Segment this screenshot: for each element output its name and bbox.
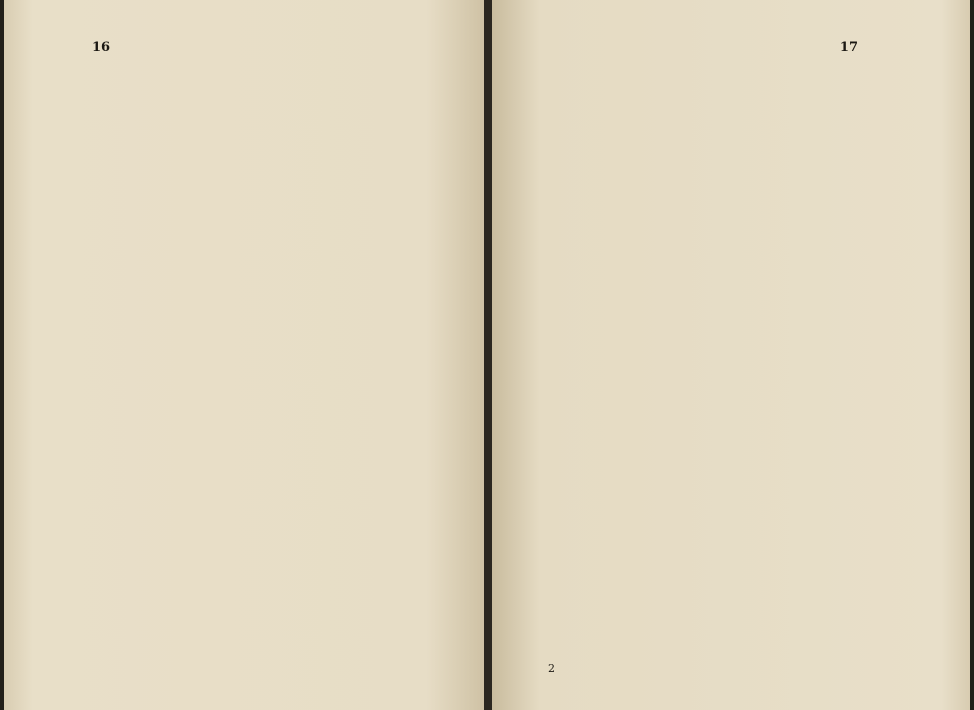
left-page	[4, 0, 484, 710]
right-page-number: 17	[839, 40, 858, 55]
right-page	[492, 0, 970, 710]
book-gutter	[484, 0, 492, 710]
signature-mark: 2	[548, 662, 555, 675]
left-page-number: 16	[92, 40, 111, 55]
